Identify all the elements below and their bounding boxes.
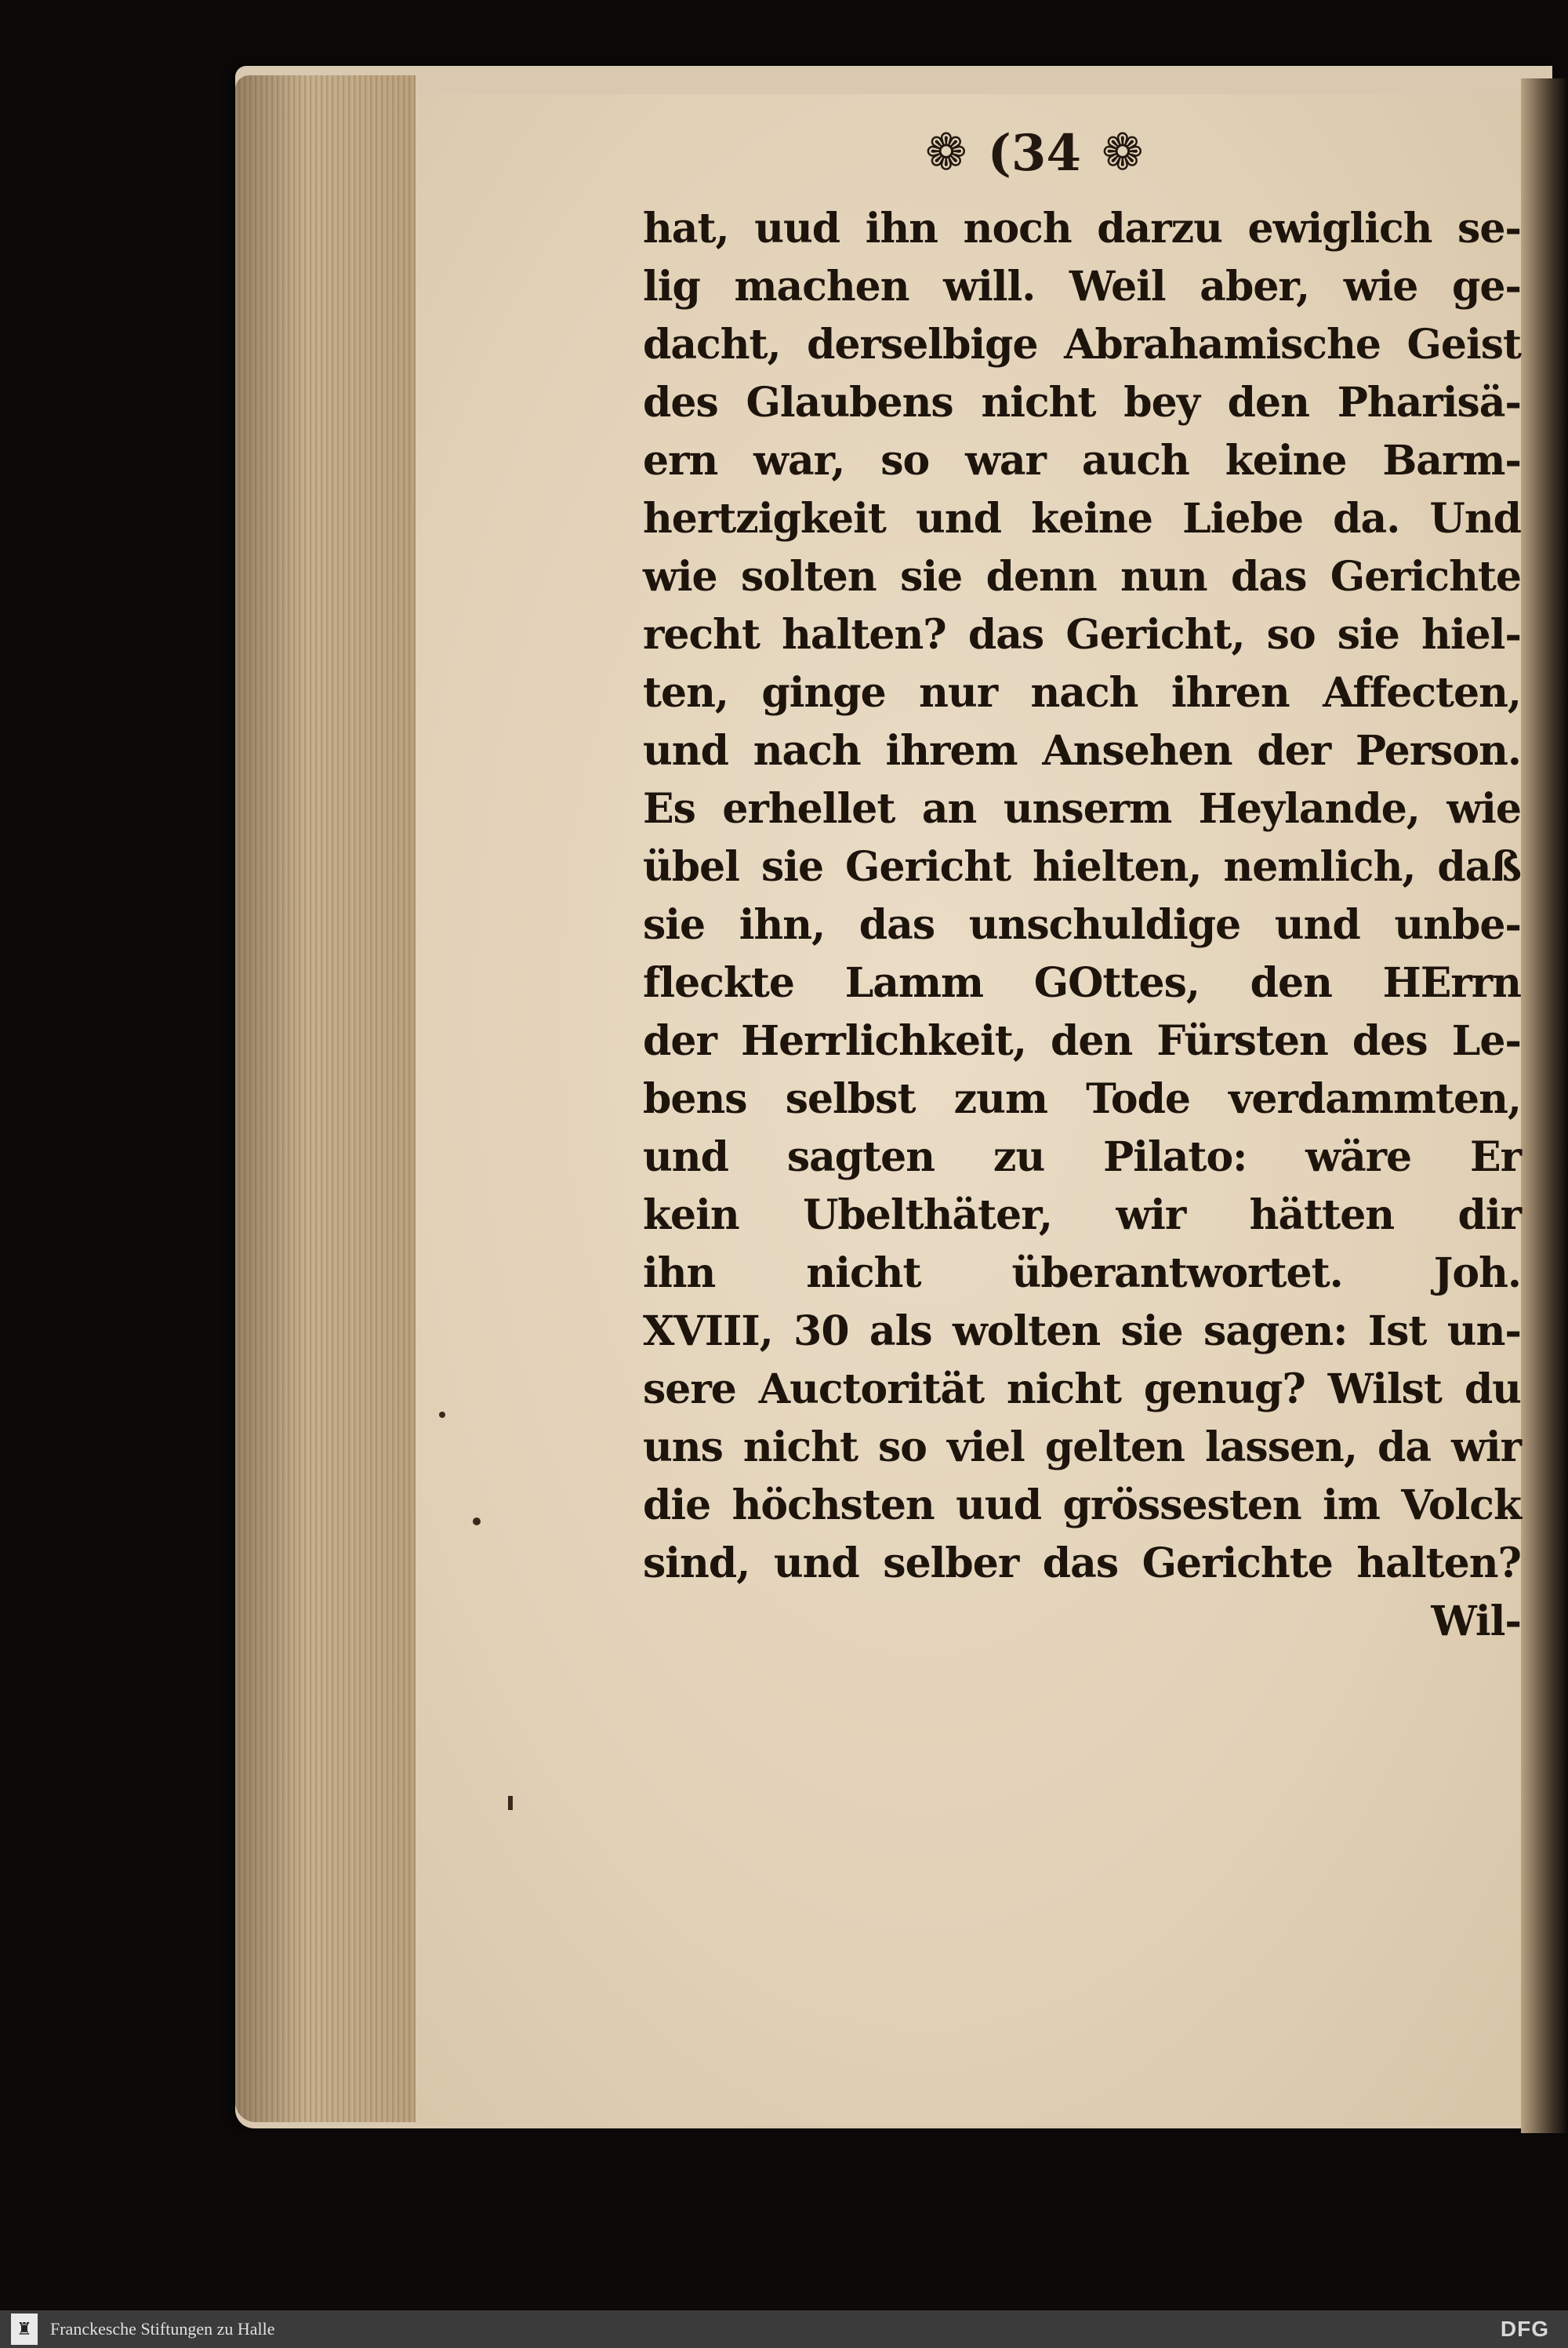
text-line: ern war, so war auch keine Barm- bbox=[643, 437, 1521, 485]
ornament-left-icon: ❁ bbox=[925, 124, 967, 182]
text-line: sie ihn, das unschuldige und unbe- bbox=[643, 901, 1521, 949]
ink-spot bbox=[439, 1412, 445, 1418]
page-header bbox=[925, 118, 1144, 188]
text-line: sere Auctorität nicht genug? Wilst du bbox=[643, 1365, 1521, 1413]
page-gutter bbox=[1521, 78, 1568, 2133]
text-line: des Glaubens nicht bey den Pharisä- bbox=[643, 379, 1521, 427]
text-line: hat, uud ihn noch darzu ewiglich se- bbox=[643, 205, 1521, 253]
text-line: ihn nicht überantwortet. Joh. bbox=[643, 1249, 1521, 1297]
text-line: übel sie Gericht hielten, nemlich, daß bbox=[643, 843, 1521, 891]
text-line: uns nicht so viel gelten lassen, da wir bbox=[643, 1423, 1521, 1471]
text-line: lig machen will. Weil aber, wie ge- bbox=[643, 263, 1521, 311]
text-line: dacht, derselbige Abrahamische Geist bbox=[643, 321, 1521, 369]
text-line: Es erhellet an unserm Heylande, wie bbox=[643, 785, 1521, 833]
ornament-right-icon: ❁ bbox=[1101, 124, 1144, 182]
text-line: die höchsten uud grössesten im Volck bbox=[643, 1481, 1521, 1529]
catchword: Wil- bbox=[1431, 1597, 1521, 1645]
text-line: bens selbst zum Tode verdammten, bbox=[643, 1075, 1521, 1123]
text-line: sind, und selber das Gerichte halten? bbox=[643, 1539, 1521, 1587]
ink-spot bbox=[473, 1517, 481, 1525]
page-edges-shade bbox=[235, 75, 416, 2122]
text-line: der Herrlichkeit, den Fürsten des Le- bbox=[643, 1017, 1521, 1065]
text-line: hertzigkeit und keine Liebe da. Und bbox=[643, 495, 1521, 543]
page-number: (34 bbox=[987, 123, 1081, 183]
text-line: kein Ubelthäter, wir hätten dir bbox=[643, 1191, 1521, 1239]
viewer-footer bbox=[0, 2310, 1568, 2348]
institution-name: Franckesche Stiftungen zu Halle bbox=[50, 2319, 275, 2339]
text-line: XVIII, 30 als wolten sie sagen: Ist un- bbox=[643, 1307, 1521, 1355]
page-body bbox=[643, 200, 1521, 1651]
text-line: ten, ginge nur nach ihren Affecten, bbox=[643, 669, 1521, 717]
text-line: wie solten sie denn nun das Gerichte bbox=[643, 553, 1521, 601]
text-line: fleckte Lamm GOttes, den HErrn bbox=[643, 959, 1521, 1007]
text-line: und nach ihrem Ansehen der Person. bbox=[643, 727, 1521, 775]
ink-spot bbox=[508, 1796, 513, 1810]
text-line: recht halten? das Gericht, so sie hiel- bbox=[643, 611, 1521, 659]
institution-logo-icon: ♜ bbox=[11, 2313, 38, 2345]
institution-credit bbox=[0, 2313, 275, 2345]
text-line: und sagten zu Pilato: wäre Er bbox=[643, 1133, 1521, 1181]
dfg-logo: DFG bbox=[1500, 2317, 1549, 2341]
